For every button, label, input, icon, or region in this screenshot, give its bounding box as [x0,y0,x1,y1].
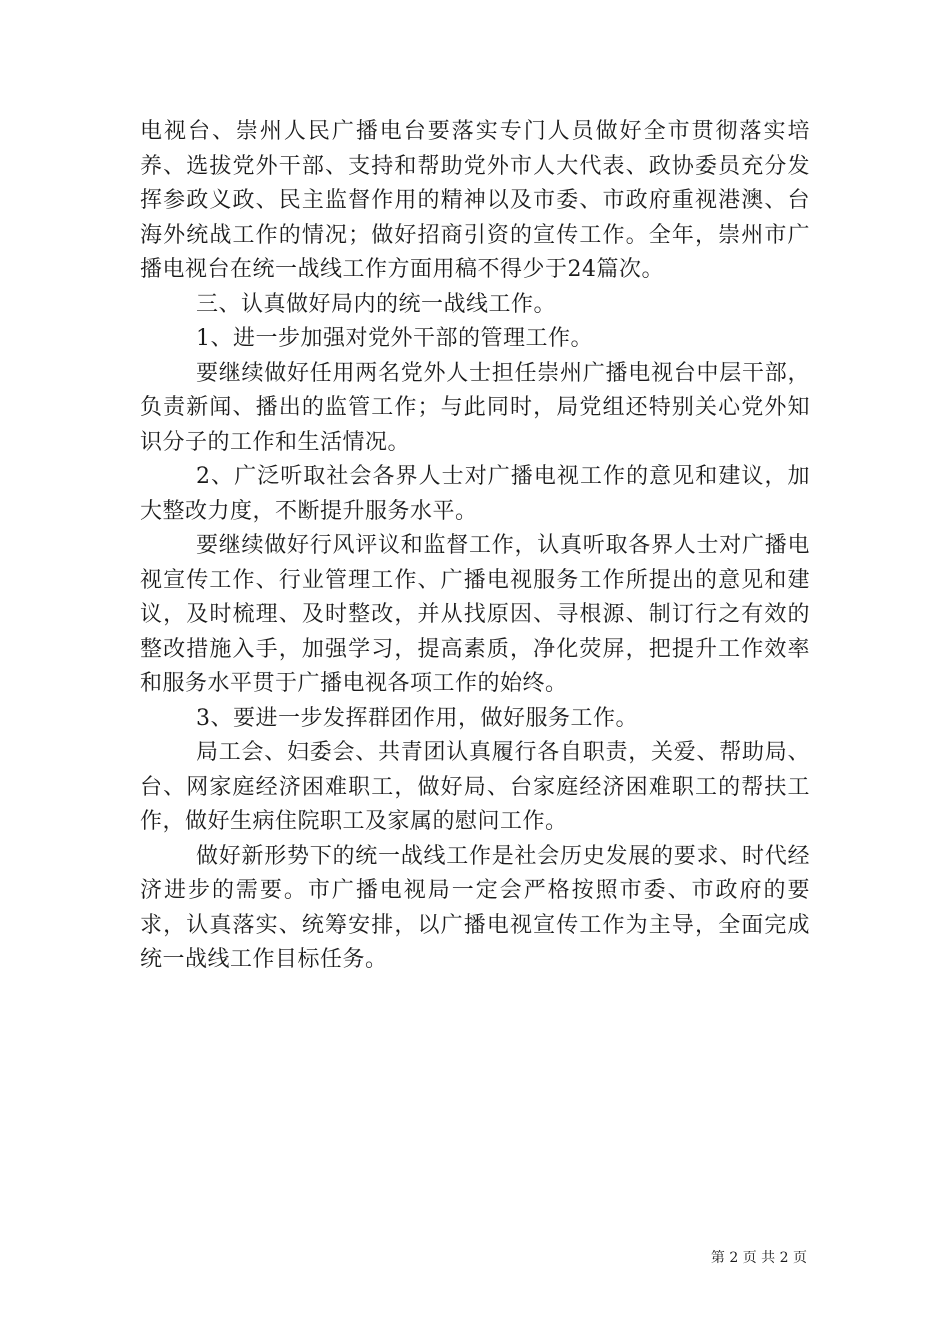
paragraph-2-heading: 三、认真做好局内的统一战线工作。 [196,291,557,317]
paragraph-4: 要继续做好任用两名党外人士担任崇州广播电视台中层干部，负责新闻、播出的监管工作；与此同时，局党组还特别关心党外知识分子的工作和生活情况。 [140,360,810,455]
paragraph-1: 电视台、崇州人民广播电台要落实专门人员做好全市贯彻落实培养、选拔党外干部、支持和帮助党外市人大代表、政协委员充分发挥参政义政、民主监督作用的精神以及市委、市政府重视港澳、台海外统战工作的情况；做好招商引资的宣传工作。全年，崇州市广播电视台在统一战线工作方面用稿不得少于24篇次。 [140,119,810,282]
document-body [140,115,810,978]
paragraph-9: 做好新形势下的统一战线工作是社会历史发展的要求、时代经济进步的需要。市广播电视局一定会严格按照市委、市政府的要求，认真落实、统筹安排，以广播电视宣传工作为主导，全面完成统一战线工作目标任务。 [140,843,810,972]
paragraph-5-subheading: 2、广泛听取社会各界人士对广播电视工作的意见和建议，加大整改力度，不断提升服务水平。 [140,464,810,524]
paragraph-8: 局工会、妇委会、共青团认真履行各自职责，关爱、帮助局、台、网家庭经济困难职工，做好局、台家庭经济困难职工的帮扶工作，做好生病住院职工及家属的慰问工作。 [140,740,810,834]
page-number-footer: 第 2 页 共 2 页 [710,1250,807,1266]
paragraph-6: 要继续做好行风评议和监督工作，认真听取各界人士对广播电视宣传工作、行业管理工作、广播电视服务工作所提出的意见和建议，及时梳理、及时整改，并从找原因、寻根源、制订行之有效的整改措施入手，加强学习，提高素质，净化荧屏，把提升工作效率和服务水平贯于广播电视各项工作的始终。 [140,533,810,696]
paragraph-3-subheading: 1、进一步加强对党外干部的管理工作。 [196,326,593,351]
paragraph-7-subheading: 3、要进一步发挥群团作用，做好服务工作。 [196,705,638,731]
